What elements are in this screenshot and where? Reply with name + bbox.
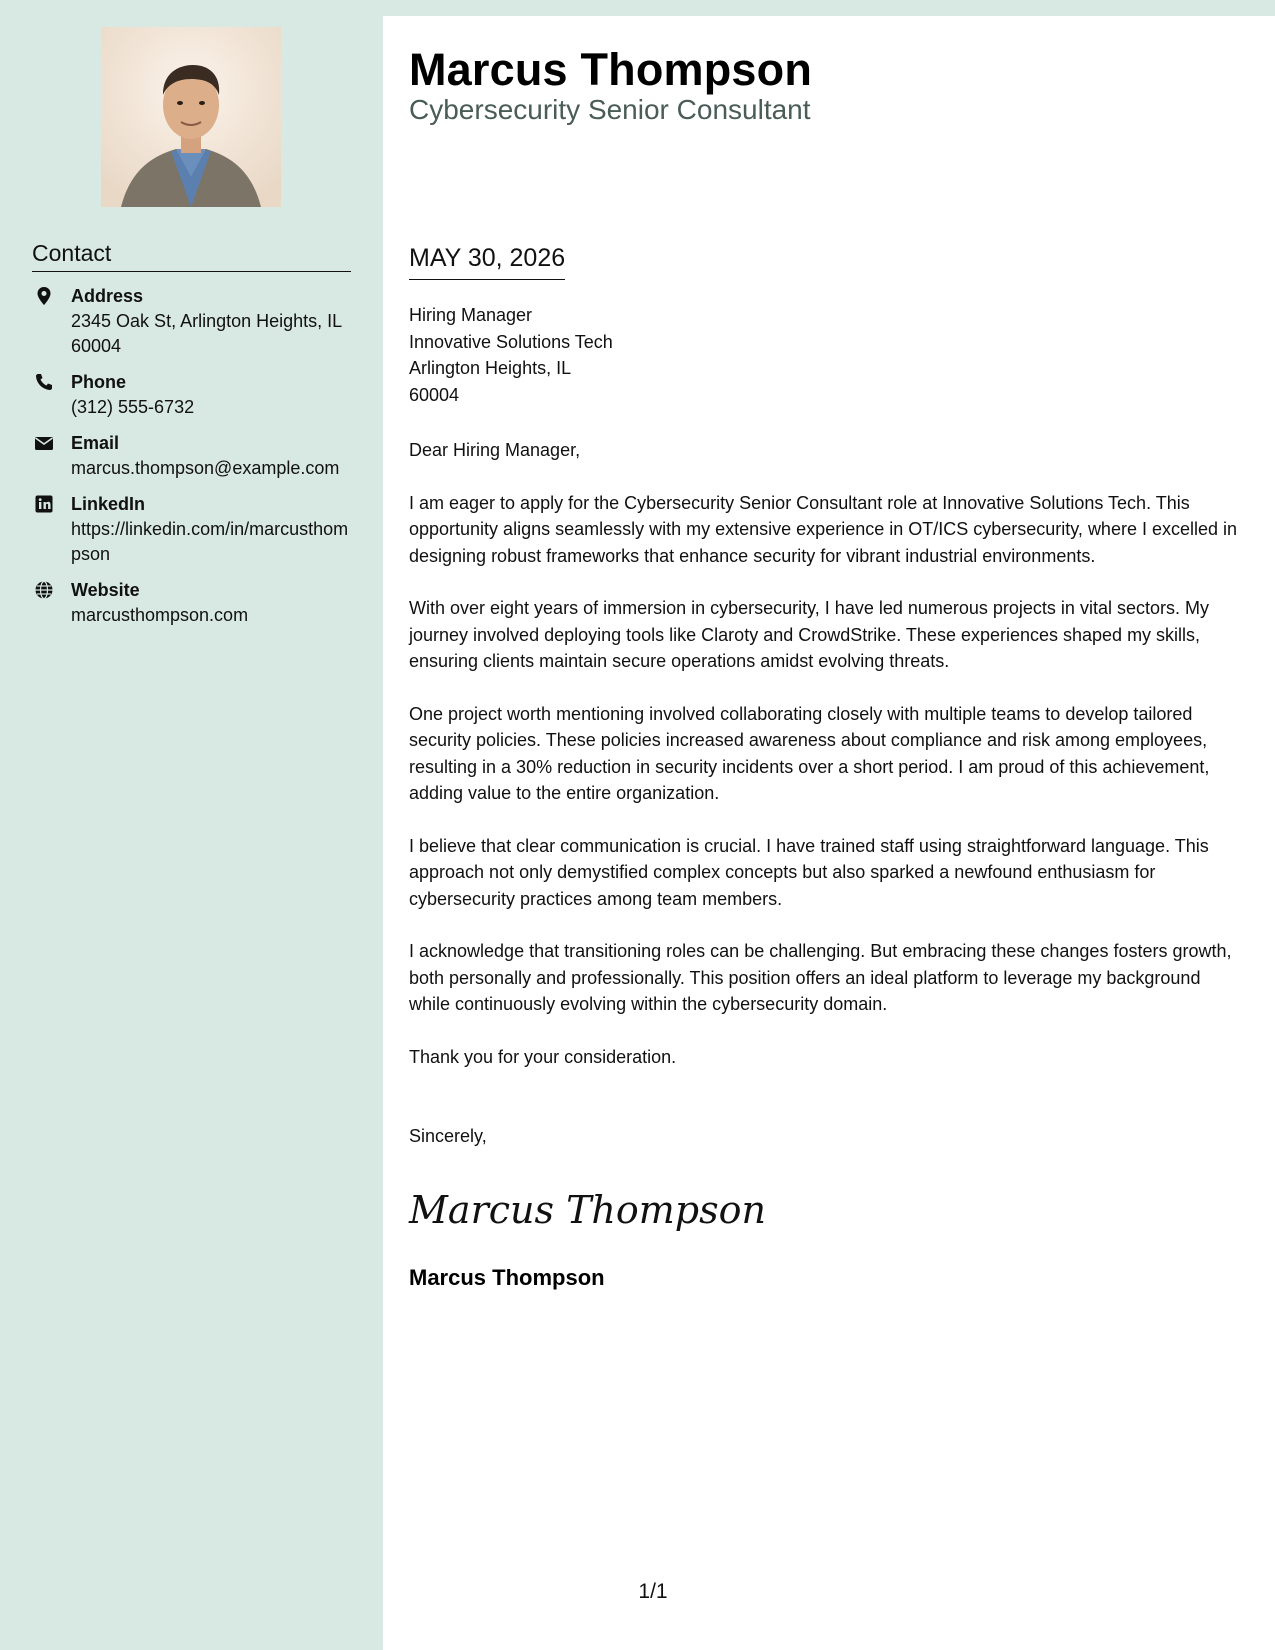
paragraph: One project worth mentioning involved collaborating closely with multiple teams to develop tailored security policies. These policies increased awareness about compliance and risk among employees, resulting in a 30% reduction in security incidents over a short period. I am proud of this achievement, adding value to the entire organization. — [409, 703, 1210, 803]
globe-icon — [34, 580, 54, 600]
contact-label: Address — [71, 286, 144, 306]
recipient-line: Hiring Manager — [409, 305, 533, 325]
recipient-block — [409, 302, 613, 408]
contact-label: Website — [71, 580, 140, 600]
page-title: Marcus Thompson — [409, 44, 813, 95]
phone-value[interactable]: (312) 555-6732 — [71, 397, 195, 417]
recipient-line: 60004 — [409, 384, 460, 405]
letter-content — [409, 437, 1244, 1096]
website-value[interactable]: marcusthompson.com — [71, 605, 249, 625]
sign-off: Sincerely, — [409, 1126, 487, 1146]
letter-body — [383, 16, 1275, 1650]
page-number: 1/1 — [638, 1580, 668, 1603]
job-title: Cybersecurity Senior Consultant — [409, 94, 811, 125]
contact-label: LinkedIn — [71, 494, 146, 514]
envelope-icon — [34, 433, 54, 453]
salutation: Dear Hiring Manager, — [409, 440, 581, 460]
paragraph: I acknowledge that transitioning roles can be challenging. But embracing these changes fosters growth, both personally and professionally. This position offers an ideal platform to leverage my background while continuously evolving within the cybersecurity domain. — [409, 941, 1232, 1014]
linkedin-icon — [34, 494, 54, 514]
recipient-line: Arlington Heights, IL — [409, 358, 572, 378]
sidebar — [0, 0, 383, 1650]
contact-website — [32, 578, 354, 628]
email-value[interactable]: marcus.thompson@example.com — [71, 458, 340, 478]
phone-icon — [34, 372, 54, 392]
contact-email — [32, 431, 354, 481]
paragraph: With over eight years of immersion in cybersecurity, I have led numerous projects in vital sectors. My journey involved deploying tools like Claroty and CrowdStrike. These experiences shaped my skills, ensuring clients maintain secure operations amidst evolving threats. — [409, 598, 1209, 671]
address-value: 2345 Oak St, Arlington Heights, IL 60004 — [71, 311, 342, 356]
letter-date: MAY 30, 2026 — [409, 244, 565, 280]
contact-label: Email — [71, 433, 120, 453]
linkedin-value[interactable]: https://linkedin.com/in/marcusthompson — [71, 519, 349, 564]
map-pin-icon — [34, 286, 54, 306]
contact-linkedin — [32, 492, 354, 567]
signed-name: Marcus Thompson — [409, 1265, 605, 1290]
recipient-line: Innovative Solutions Tech — [409, 331, 613, 352]
contact-heading: Contact — [32, 240, 351, 272]
closing-thanks: Thank you for your consideration. — [409, 1046, 677, 1067]
contact-list — [32, 284, 354, 639]
signature-image — [407, 1181, 766, 1237]
paragraph: I am eager to apply for the Cybersecurity Senior Consultant role at Innovative Solutions Tech. This opportunity aligns seamlessly with my extensive experience in OT/ICS cybersecurity, where I excelled in designing robust frameworks that enhance security for vibrant industrial environments. — [409, 492, 1238, 566]
contact-address — [32, 284, 354, 359]
contact-phone — [32, 370, 354, 420]
signature-script: Marcus Thompson — [409, 1188, 766, 1232]
profile-photo — [101, 27, 281, 207]
paragraph: I believe that clear communication is crucial. I have trained staff using straightforward language. This approach not only demystified complex concepts but also sparked a newfound enthusiasm for cybersecurity practices among team members. — [409, 835, 1209, 909]
contact-label: Phone — [71, 372, 127, 392]
